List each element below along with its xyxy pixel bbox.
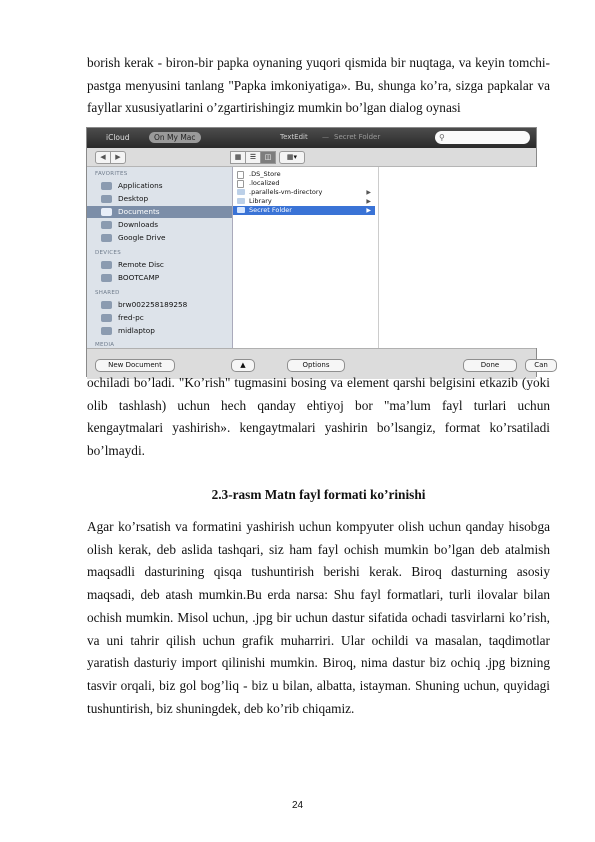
options-button[interactable]: Options — [287, 359, 345, 372]
disclosure-arrow-icon: ▶ — [366, 189, 371, 196]
icon-view-button[interactable] — [230, 151, 246, 164]
google-drive-icon — [101, 234, 112, 242]
disc-icon — [101, 261, 112, 269]
sidebar-item-remote-disc[interactable]: Remote Disc — [87, 259, 232, 271]
columns-icon: ◫ — [264, 153, 272, 161]
downloads-icon — [101, 221, 112, 229]
applications-icon — [101, 182, 112, 190]
media-header: MEDIA — [95, 342, 115, 348]
figure-caption: 2.3-rasm Matn fayl formati ko’rinishi — [211, 487, 426, 502]
dialog-sidebar — [87, 167, 233, 348]
sidebar-item-documents[interactable]: Documents — [87, 206, 232, 218]
computer-icon — [101, 314, 112, 322]
forward-button[interactable] — [110, 151, 126, 164]
folder-item[interactable]: .parallels-vm-directory ▶ — [233, 188, 375, 197]
sidebar-item-shared-3[interactable]: midlaptop — [87, 325, 232, 337]
body-paragraph-top: borish kerak - biron-bir papka oynaning yuqori qismida bir nuqtaga, va keyin tomchi-pastga menyusini tanlang "Papka imkoniyatiga». Bu, shunga ko’ra, sizga papkalar va fayllar xususiyatlarini o’zgartirishingiz mumkin bo’lgan dialog oynasi — [87, 55, 550, 116]
sidebar-item-shared-2[interactable]: fred-pc — [87, 312, 232, 324]
back-button[interactable] — [95, 151, 111, 164]
sidebar-item-google-drive[interactable]: Google Drive — [87, 232, 232, 244]
disclosure-arrow-icon: ▶ — [366, 207, 371, 214]
dialog-titlebar — [87, 128, 536, 148]
folder-item-selected[interactable]: Secret Folder ▶ — [233, 206, 375, 215]
folder-icon — [237, 198, 245, 204]
sidebar-item-applications[interactable]: Applications — [87, 180, 232, 192]
grid-icon: ▦ — [234, 153, 242, 161]
sidebar-item-desktop[interactable]: Desktop — [87, 193, 232, 205]
arrange-icon: ▦▾ — [286, 153, 298, 161]
on-my-mac-tab[interactable]: On My Mac — [149, 132, 201, 143]
documents-icon — [101, 208, 112, 216]
column-view-button[interactable] — [260, 151, 276, 164]
folder-title: Secret Folder — [334, 133, 381, 141]
cancel-button[interactable]: Can — [525, 359, 557, 372]
new-document-button[interactable]: New Document — [95, 359, 175, 372]
app-title: TextEdit — [280, 133, 308, 141]
sidebar-item-bootcamp[interactable]: BOOTCAMP — [87, 272, 232, 284]
chevron-up-icon: ▲ — [240, 361, 246, 369]
favorites-header: FAVORITES — [95, 171, 128, 177]
document-icon — [237, 180, 244, 188]
page-number: 24 — [291, 800, 304, 811]
desktop-icon — [101, 195, 112, 203]
folder-icon — [237, 207, 245, 213]
document-icon — [237, 171, 244, 179]
file-item[interactable]: .DS_Store — [233, 170, 375, 179]
list-view-button[interactable] — [245, 151, 261, 164]
list-icon: ☰ — [249, 153, 257, 161]
shared-header: SHARED — [95, 290, 120, 296]
sidebar-item-downloads[interactable]: Downloads — [87, 219, 232, 231]
search-icon: ⚲ — [439, 133, 445, 142]
devices-header: DEVICES — [95, 250, 122, 256]
open-dialog-screenshot — [86, 127, 548, 377]
computer-icon — [101, 301, 112, 309]
search-field[interactable] — [435, 131, 530, 144]
chevron-right-icon: ▶ — [115, 153, 121, 161]
toggle-extension-button[interactable] — [231, 359, 255, 372]
folder-item[interactable]: Library ▶ — [233, 197, 375, 206]
computer-icon — [101, 327, 112, 335]
dialog-toolbar — [87, 148, 536, 167]
done-button[interactable]: Done — [463, 359, 517, 372]
file-item[interactable]: .localized — [233, 179, 375, 188]
arrange-button[interactable] — [279, 151, 305, 164]
sidebar-item-shared-1[interactable]: brw002258189258 — [87, 299, 232, 311]
body-paragraph-mid: ochiladi bo’ladi. "Ko’rish" tugmasini bosing va element qarshi belgisini etkazib (yoki olib tashlash) uchun hech qanday ehtiyoj bor "ma’lum fayl turlari uchun kengaytmalari yashirish». kengaytmalari yashirin bo’lsangiz, format ko’rsatiladi bo’lmaydi. — [87, 375, 550, 459]
body-paragraph-bottom: Agar ko’rsatish va formatini yashirish uchun kompyuter olish uchun qanday hisobga olish kerak, deb aslida tashqari, siz ham fayl ochish mumkin bo’lgan deb atalmish maqsadli dasturining qisqa tushuntirish berishi kerak. Biroq dasturning asosiy maqsadi, deb atash mumkin.Bu erda narsa: Shu fayl formatlari, turli ilovalar bilan ochish mumkin. Misol uchun, .jpg bir uchun dastur sifatida ochadi tasvirlarni ko’rish, va uni tahrir qilish uchun grafik muharriri. Ular ochildi va masalan, taqdimotlar yaratish dasturiy import qilinishi mumkin. Biroq, nima dastur biz ochiq .jpg bizning tasvir orqali, biz gol bog’liq - biz u bilan, albatta, istayman. Shuning uchun, quyidagi tushuntirish, biz shuningdek, deb ko’rib chiqamiz. — [87, 519, 550, 716]
file-column — [233, 167, 379, 348]
folder-icon — [237, 189, 245, 195]
empty-column — [379, 167, 538, 348]
drive-icon — [101, 274, 112, 282]
title-separator: — — [322, 133, 329, 141]
disclosure-arrow-icon: ▶ — [366, 198, 371, 205]
chevron-left-icon: ◀ — [100, 153, 106, 161]
icloud-tab[interactable]: iCloud — [106, 133, 130, 142]
